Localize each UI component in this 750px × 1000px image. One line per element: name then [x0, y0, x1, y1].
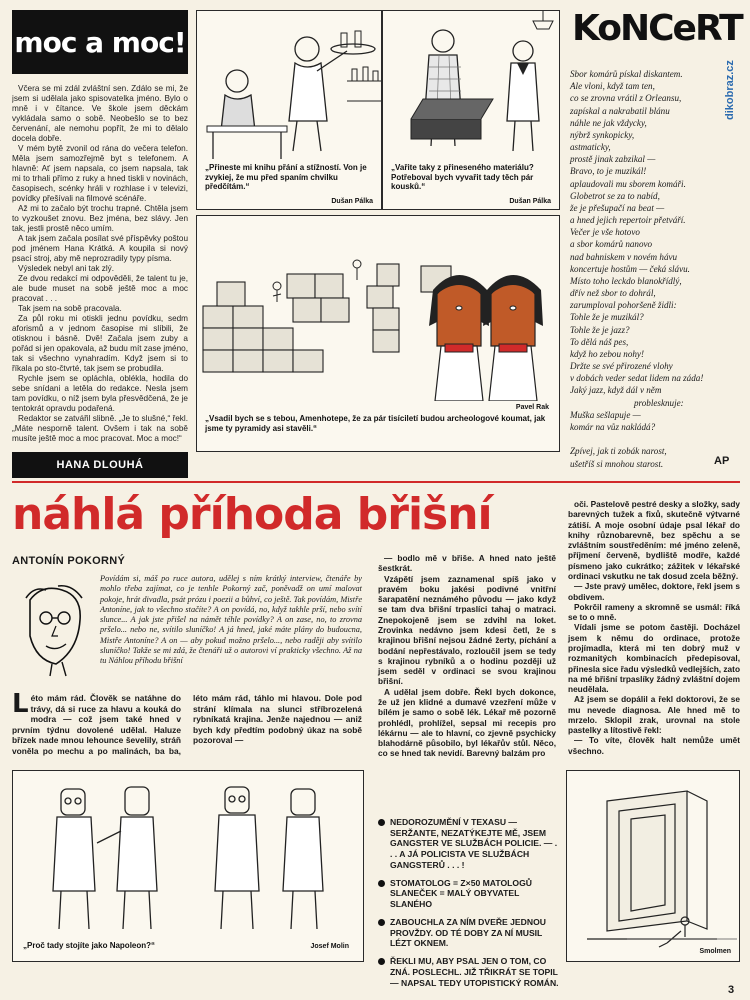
- poem-line: Tohle že je muzikál?: [570, 312, 644, 323]
- cartoon-credit: Pavel Rak: [515, 404, 549, 411]
- column-paragraph: V mém bytě zvonil od rána do večera telefon. Měla jsem samozřejmě byt s telefonem. A hlavně: Ať jsem napsala, co jsem napsala, tak mi to trhali přímo z ruky a hned tiskli v novinách, časopisech, scénky hráli v rozhlase i v televizi, povídky přešívali na filmové scénáře.: [12, 144, 188, 203]
- poem-title: KoNCeRT: [572, 8, 742, 49]
- cartoon-restaurant-book: [196, 10, 382, 210]
- poem-line: prostě jinak zabzikal —: [570, 154, 656, 165]
- poem-line: koncertuje hostům — čeká slávu.: [570, 263, 690, 274]
- column-paragraph: Až mi to začalo být trochu trapné. Chtěla jsem to vyzkoušet znovu. Bez jména, bez slávy. Jen tak, jestli prostě něco umím.: [12, 204, 188, 233]
- bullet-icon: [378, 919, 385, 926]
- poem-line: co se zrovna vrátil z Orleansu,: [570, 93, 682, 104]
- cartoon-drawing: [197, 216, 560, 401]
- poem-line: když ho zebou nohy!: [570, 348, 644, 359]
- poem-line: astmaticky,: [570, 142, 611, 153]
- cartoon-napoleon: [12, 770, 364, 962]
- article-column-4: [568, 499, 740, 756]
- article-paragraph: — Jste pravý umělec, doktore, řekl jsem s obdivem.: [568, 581, 740, 602]
- article-paragraph: Vídali jsme se potom častěji. Docházel jsem k němu do ordinace, protože projímadla, která mi ten dobrý muž v rozmanitých kombinacích předepisoval, přinesla sice řadu výsledků vedlejších, zato na mé břišní trpaslíky žádný zvláštní dojem neudělala.: [568, 622, 741, 695]
- author-portrait: [12, 580, 94, 680]
- section-divider: [12, 481, 740, 483]
- poem-line: dřív než sbor to dohrál,: [570, 288, 656, 299]
- article-paragraph: Až jsem se dopálil a řekl doktorovi, že se mu nevede diagnosa. Ale hned mě to mrzelo. Sklopil zrak, urovnal na stole pastelky a lítostivě řekl:: [568, 694, 740, 736]
- poem-line: Muška sešlapuje —: [570, 409, 641, 420]
- poem-line: Globetrot se za to nabíd,: [570, 190, 660, 201]
- cartoon-pyramid: [196, 215, 560, 452]
- article-paragraph: Pokrčil rameny a skromně se usmál: říká se to o mně.: [568, 601, 740, 623]
- poem-line: a sbor komárů nanovo: [570, 239, 653, 250]
- article-lead-text: éto mám rád. Člověk se natáhne do trávy, dá si ruce za hlavu a kouká do modra — což jsem také hned v prvním týdnu dovolené udělal. Haluze břízek nade mnou lehounce ševelily, stráň voněla po mechu a po malinách, ba ba, léto mám rád, táhlo mi hlavou. Dole pod strání klímala na slunci stříbrozelená rybníkatá krajina. Jenže najednou — aniž bych kdy předtím podobný úkaz na sobě pozoroval —: [12, 693, 362, 756]
- article-paragraph: — To víte, člověk halt nemůže umět všechno.: [568, 735, 740, 756]
- poem-line: nad bahniskem v novém hávu: [570, 251, 678, 262]
- poem-line: Sbor komárů pískal diskantem.: [570, 69, 683, 79]
- poem-line: Jaký jazz, když dál v něm: [570, 385, 662, 396]
- note-text: ZABOUCHLA ZA NÍM DVEŘE JEDNOU PROVŽDY. OD TÉ DOBY ZA NÍ MUSIL LÉZT OKNEM.: [390, 916, 546, 949]
- note-text: STOMATOLOG = Z×50 MATOLOGŮ SLANEČEK = MALÝ OBYVATEL SLANÉHO: [390, 877, 532, 910]
- cartoon-doors: [566, 770, 740, 962]
- cartoon-suitcase: [382, 10, 560, 210]
- note-text: NEDOROZUMĚNÍ V TEXASU — SERŽANTE, NEZATÝKEJTE MĚ, JSEM GANGSTER VE SLUŽBÁCH POLICIE. — . . . A JÁ POLICISTA VE SLUŽBÁCH GANGSTERŮ . . . !: [390, 817, 558, 870]
- article-paragraph: — bodlo mě v břiše. A hned nato ještě šestkrát.: [378, 553, 556, 574]
- column-paragraph: Výsledek nebyl ani tak zlý.: [18, 264, 115, 273]
- article-author: ANTONÍN POKORNÝ: [12, 555, 126, 567]
- list-item: [378, 917, 560, 949]
- cartoon-credit: Dušan Pálka: [331, 198, 373, 205]
- poem-line: ušetříš si mnohou starost.: [570, 458, 664, 469]
- article-paragraph: oči. Pastelově pestré desky a složky, sady barevných tužek a fixů, skutečně výtvarné zátiší. A moje osobní údaje psal lékař do knihy různobarevně, bez spěchu a se zvláštním soustředěním: mé jméno zeleně, příjmení červeně, bydliště modře, každé písmeno jako cukrátko; zážitek v lékařské ordinaci vskutku ne tak dosud zcela běžný.: [568, 499, 740, 581]
- cartoon-caption: „Přineste mi knihu přání a stížností. Von je zvykiej, že mu před spaním chvilku předčítám.“: [205, 163, 367, 192]
- poem-line: To dělá náš pes,: [570, 336, 629, 347]
- poem-line: zarumploval pohoršeně židli:: [570, 300, 677, 311]
- cartoon-drawing: [567, 771, 740, 962]
- column-paragraph: Za půl roku mi otiskli jednu povídku, sedm aforismů a v jednom časopise mi slíbili, že otisknou i básně. Dvě! Začala jsem zuby a pořád si jen opakovala, až budu mít zase jméno, tak si všechno vynahradím. Když jsem si to říkala po sto-čtvrté, tak jsem se probudila.: [12, 314, 188, 373]
- poem-line: že je přešupačí na beat —: [570, 202, 665, 213]
- poem-line: problesknuje:: [634, 397, 684, 408]
- poem-line: a hned jejich repertoir přetváří.: [570, 215, 686, 226]
- notes-list: [378, 817, 560, 995]
- poem-line: Zpívej, jak ti zobák narost,: [570, 446, 667, 457]
- poem-line: Večer je vše hotovo: [570, 227, 640, 238]
- cartoon-credit: Dušan Pálka: [509, 198, 551, 205]
- bullet-icon: [378, 958, 385, 965]
- column-paragraph: Tak jsem na sobě pracovala.: [18, 304, 122, 313]
- article-paragraph: A udělal jsem dobře. Řekl bych dokonce, že už jen klidné a dumavé vzezření může v bílém je samo o sobě lék. Lékař mě pozorně prohlédl, prohlížel, sepsal mi recepis pro lékárnu — ale to hlavní, co zjevně psychicky blahodárně působilo, byl lékařův stůl. Něco, co se hned tak nevidí. Barevný balzám pro: [378, 686, 556, 759]
- cartoon-credit: Smolmen: [699, 948, 731, 955]
- article-column-3: [378, 553, 556, 759]
- poem-line: Tohle že je jazz?: [570, 324, 630, 335]
- column-author: HANA DLOUHÁ: [12, 452, 188, 478]
- cartoon-drawing: [383, 11, 560, 161]
- article-paragraph: Vzápětí jsem zaznamenal spíš jako v pravém boku jakési podivné vnitřní šarapatění neznámého původu — jako když se tam dva břišní trpaslíci tahaj o matraci. Znepokojeně jsem se zdvihl na loket. Zrovinka nedávno jsem kdesi četl, že s krajinou břišní nejsou žádné žerty, píchání a bodání nepřestávalo, rozloučil jsem se tedy s krajinou rybníků a o hodinu později už jsem seděl v ordinaci se svou krajinou břišní.: [378, 573, 556, 687]
- list-item: [378, 817, 560, 871]
- article-title: náhlá příhoda břišní: [12, 489, 492, 540]
- poem-line: [570, 433, 738, 445]
- poem-line: Držte se své přirozené vlohy: [570, 361, 673, 372]
- drop-cap: L: [12, 689, 29, 719]
- poem-line: Ale vloni, když tam ten,: [570, 81, 655, 92]
- column-paragraph: Rychle jsem se opláchla, oblékla, hodila do sebe snídani a letěla do redakce. Nesla jsem tam povídku, o níž jsem byla přesvědčená, že je tentokrát opravdu podařená.: [12, 374, 188, 413]
- poem-signature: AP: [714, 455, 730, 467]
- poem-line: Bravo, to je muzikál!: [570, 166, 647, 177]
- bullet-icon: [378, 880, 385, 887]
- cartoon-drawing: [13, 771, 364, 936]
- poem-line: v dobách veder sedat lidem na záda!: [570, 373, 704, 384]
- column-title: moc a moc!: [12, 10, 188, 74]
- column-paragraph: A tak jsem začala posílat své příspěvky poštou pod jménem Hana Krátká. A koupila si nový psací stroj, aby mě neprozradily typy písma.: [12, 234, 188, 263]
- cartoon-credit: Josef Molin: [310, 943, 349, 950]
- note-text: ŘEKLI MU, ABY PSAL JEN O TOM, CO ZNÁ. POSLECHL. JIŽ TŘIKRÁT SE TOPIL — NAPSAL TEDY UTOPISTICKÝ ROMÁN.: [390, 956, 559, 988]
- bullet-icon: [378, 819, 385, 826]
- column-body: [12, 84, 188, 446]
- article-lead: [12, 689, 362, 756]
- poem-line: aplaudovali mu sborem komáři.: [570, 178, 686, 189]
- list-item: [378, 878, 560, 910]
- article-intro: Povídám si, máš po ruce autora, udělej s ním krátký interview, čtenáře by mohlo třeba zajímat, co je tenhle Pokorný zač, poněvadž on umí malovat pokoje, hrát divadla, psát prózu i poezii a bůhví, co ještě. Tak povídám, Mistře Antoníne, jak to všechno stačíte? A on povídá, no, když takhle prší, nebo svítí slunce... A jak jste přišel na námět téhle povídky? A on zase, no, to zrovna pršelo... nebo ne, svítilo sluníčko! A já hned, jaké máte plány do budoucna, Mistře Antoníne? A on — aby pokud možno pršelo..., nebo raději aby svítilo sluníčko! Takže se mi zdá, že čtenáři už o autorovi ví prakticky všechno. Až na tu Náhlou příhodu břišní: [100, 574, 362, 666]
- column-paragraph: Redaktor se zatvářil slibně. „Je to slušné,“ řekl. „Máte nesporně talent. Ovšem i tak na sobě musíte ještě moc a moc pracovat. Moc a moc!“: [12, 414, 188, 443]
- poem-line: nýbrž synkopicky,: [570, 129, 635, 140]
- cartoon-caption: „Proč tady stojíte jako Napoleon?“: [23, 941, 156, 950]
- site-watermark: dikobraz.cz: [724, 60, 736, 120]
- column-moc-a-moc: [12, 10, 188, 478]
- poem-line: zapískal a nakrabatil blánu: [570, 105, 670, 116]
- poem-body: [570, 68, 738, 470]
- poem-line: Místo toho leckdo blanokřídlý,: [570, 275, 682, 286]
- list-item: [378, 956, 560, 988]
- poem-line: náhle ne jak vždycky,: [570, 117, 647, 128]
- column-paragraph: Včera se mi zdál zvláštní sen. Zdálo se mi, že jsem si udělala jako spisovatelka jméno. Bylo o mně i v čítance. Ve škole jsem děckám vykládala samo o sobě. Neobešlo se to bez červenání, ale nemohu popřít, že mi to dělalo docela dobře.: [12, 84, 188, 143]
- column-paragraph: Ze dvou redakcí mi odpověděli, že talent tu je, ale bude muset na sobě ještě moc a moc pracovat . . .: [12, 274, 188, 303]
- poem-line: komár na vůz nakládá?: [570, 421, 656, 432]
- cartoon-caption: „Vsadil bych se s tebou, Amenhotepe, že za pár tisíciletí budou archeologové koumat, jak jsme ty pyramidy asi stavěli.“: [205, 414, 546, 433]
- cartoon-caption: „Vařite taky z přineseného materiálu? Potřeboval bych vyvařit tady těch pár kousků.“: [391, 163, 534, 192]
- cartoon-drawing: [197, 11, 382, 161]
- page-number: 3: [728, 984, 735, 996]
